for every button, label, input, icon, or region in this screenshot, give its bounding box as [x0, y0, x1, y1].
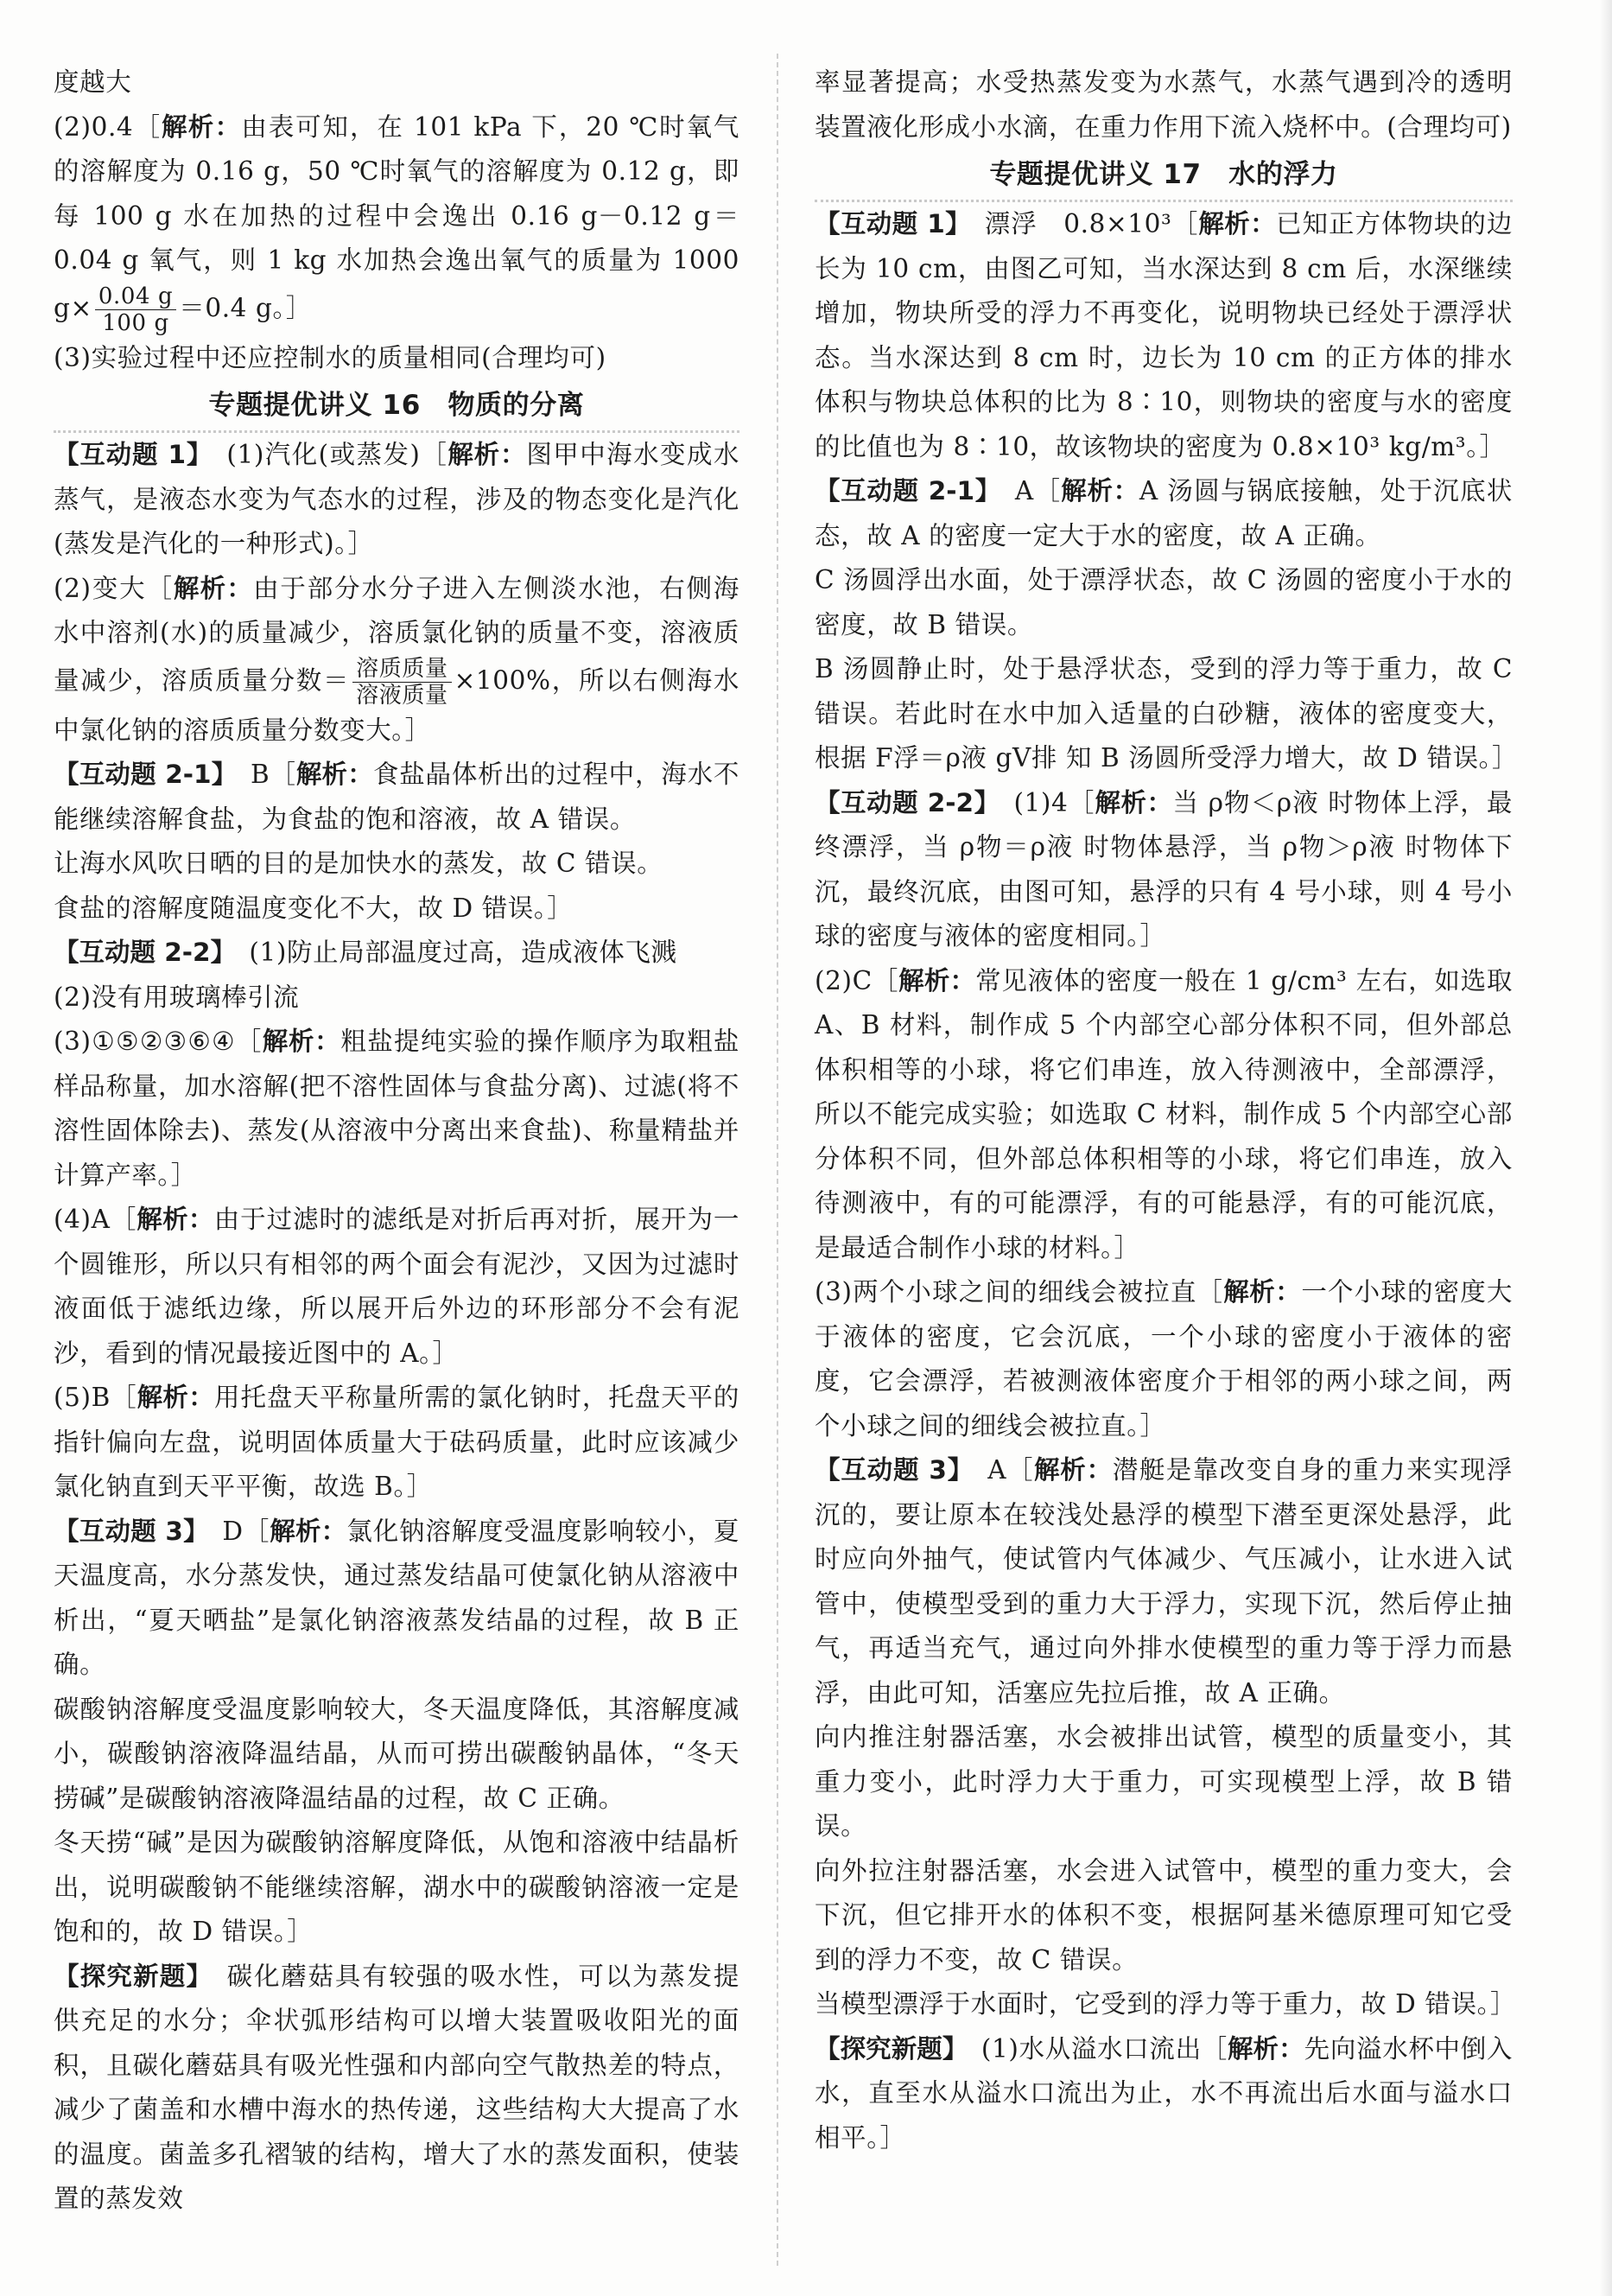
question-2-1	[815, 469, 1513, 558]
text: 常见液体的密度一般在 1 g/cm³ 左右，如选取 A、B 材料，制作成 5 个内部空心部分体积不同，但外部总体积相等的小球，将它们串连，放入待测液中，全部漂浮，所以不能完成实验；如选取 C 材料，制作成 5 个内部空心部分体积不同，但外部总体积相等的小球，将它们串连，放入待测液中，有的可能漂浮，有的可能悬浮，有的可能沉底，是最适合制作小球的材料。］	[815, 965, 1513, 1262]
question-tag: 【互动题 3】	[54, 1516, 197, 1546]
paragraph	[815, 60, 1513, 149]
text: 当模型漂浮于水面时，它受到的浮力等于重力，故 D 错误。］	[815, 1989, 1517, 2019]
text: 漂浮 0.8×10³［	[958, 209, 1199, 239]
text: 让海水风吹日晒的目的是加快水的蒸发，故 C 错误。	[54, 849, 663, 878]
text: (3)两个小球之间的细线会被拉直［	[815, 1277, 1224, 1307]
paragraph	[815, 558, 1513, 647]
paragraph	[54, 1020, 739, 1198]
text: 由表可知，在 101 kPa 下，20 ℃时氧气的溶解度为 0.16 g，50 ℃时氧气的溶解度为 0.12 g，即每 100 g 水在加热的过程中会逸出 0.16 g－0.12 g＝0.04 g 氧气，则 1 kg 水加热会逸出氧气的质量为 1000 g×	[54, 111, 739, 322]
section-heading-17: 专题提优讲义 17 水的浮力	[815, 149, 1513, 202]
paragraph	[815, 1982, 1517, 2027]
text: A［	[988, 476, 1062, 506]
analysis-label: 解析：	[262, 1027, 341, 1056]
text: 冬天捞“碱”是因为碳酸钠溶解度降低，从饱和溶液中结晶析出，说明碳酸钠不能继续溶解，湖水中的碳酸钠溶液一定是饱和的，故 D 错误。］	[54, 1828, 739, 1946]
text: (2)C［	[815, 965, 899, 995]
fraction	[352, 656, 451, 709]
paragraph	[54, 1198, 739, 1376]
question-1	[54, 433, 739, 567]
analysis-label: 解析：	[1095, 787, 1173, 817]
text: A 汤圆与锅底接触，处于沉底状态，故 A 的密度一定大于水的密度，故 A 正确。	[815, 476, 1513, 550]
text: 当 ρ物＜ρ液 时物体上浮，最终漂浮，当 ρ物＝ρ液 时物体悬浮，当 ρ物＞ρ液 时物体下沉，最终沉底，由图可知，悬浮的只有 4 号小球，则 4 号小球的密度与液体的密度相同。］	[815, 787, 1513, 951]
paragraph	[54, 842, 739, 887]
text: C 汤圆浮出水面，处于漂浮状态，故 C 汤圆的密度小于水的密度，故 B 错误。	[815, 565, 1513, 639]
text: 一个小球的密度大于液体的密度，它会沉底，一个小球的密度小于液体的密度，它会漂浮，若被测液体密度介于相邻的两小球之间，两个小球之间的细线会被拉直。］	[815, 1277, 1513, 1441]
section-heading-16: 专题提优讲义 16 物质的分离	[54, 380, 739, 433]
text: (1)汽化(或蒸发)［	[200, 440, 448, 469]
left-column	[54, 60, 739, 2222]
text: B［	[224, 760, 296, 789]
question-tag: 【探究新题】	[54, 1961, 200, 1991]
question-tag: 【互动题 3】	[815, 1455, 961, 1485]
text: (2)变大［	[54, 573, 174, 603]
analysis-label: 解析：	[295, 760, 373, 789]
text: D［	[196, 1516, 270, 1546]
paragraph	[815, 1270, 1513, 1448]
question-tag: 【互动题 1】	[815, 209, 959, 239]
analysis-label: 解析：	[136, 1205, 214, 1234]
text: 率显著提高；水受热蒸发变为水蒸气，水蒸气遇到冷的透明装置液化形成小水滴，在重力作用下流入烧杯中。(合理均可)	[815, 67, 1513, 142]
question-3	[54, 1510, 739, 1688]
denominator: 溶液质量	[356, 682, 448, 709]
analysis-label: 解析：	[270, 1516, 347, 1546]
paragraph	[815, 647, 1519, 781]
paragraph	[54, 887, 739, 932]
explore-question	[815, 2027, 1513, 2161]
analysis-label: 解析：	[1227, 2033, 1304, 2064]
text: ×100%，所以右侧海水中氯化钠的溶质质量分数变大。］	[54, 665, 739, 745]
paragraph	[54, 1688, 739, 1822]
text: 粗盐提纯实验的操作顺序为取粗盐样品称量，加水溶解(把不溶性固体与食盐分离)、过滤(将不溶性固体除去)、蒸发(从溶液中分离出来食盐)、称量精盐并计算产率。］	[54, 1027, 739, 1190]
question-1-part-2	[54, 567, 739, 754]
analysis-label: 解析：	[898, 965, 976, 995]
paragraph	[815, 1849, 1513, 1983]
column-divider	[777, 54, 778, 2266]
text: 氯化钠溶解度受温度影响较小，夏天温度高，水分蒸发快，通过蒸发结晶可使氯化钠从溶液中析出，“夏天晒盐”是氯化钠溶液蒸发结晶的过程，故 B 正确。	[54, 1516, 740, 1679]
text: 度越大	[54, 67, 132, 97]
question-tag: 【探究新题】	[815, 2033, 955, 2064]
text: (3)实验过程中还应控制水的质量相同(合理均可)	[54, 342, 606, 372]
text: 食盐晶体析出的过程中，海水不能继续溶解食盐，为食盐的饱和溶液，故 A 错误。	[54, 760, 739, 834]
text: (2)没有用玻璃棒引流	[54, 982, 300, 1012]
analysis-label: 解析：	[1061, 476, 1139, 506]
text: 先向溢水杯中倒入水，直至水从溢水口流出为止，水不再流出后水面与溢水口相平。］	[815, 2033, 1513, 2153]
numerator: 0.04 g	[95, 283, 176, 310]
question-tag: 【互动题 2-2】	[54, 938, 224, 967]
paragraph	[815, 959, 1513, 1271]
text: (1)水从溢水口流出［	[955, 2033, 1228, 2064]
text: 潜艇是靠改变自身的重力来实现浮沉的，要让原本在较浅处悬浮的模型下潜至更深处悬浮，此时应向外抽气，使试管内气体减少、气压减小，让水进入试管中，使模型受到的重力大于浮力，实现下沉，然后停止抽气，再适当充气，通过向外排水使模型的重力等于浮力而悬浮，由此可知，活塞应先拉后推，故 A 正确。	[815, 1455, 1513, 1708]
question-tag: 【互动题 2-2】	[815, 787, 987, 817]
paragraph	[54, 1821, 739, 1955]
paragraph	[815, 1715, 1513, 1849]
question-2-2	[54, 931, 739, 976]
text: (5)B［	[54, 1383, 137, 1412]
text: 由于部分水分子进入左侧淡水池，右侧海水中溶剂(水)的质量减少，溶质氯化钠的质量不变，溶液质量减少，溶质质量分数＝	[54, 573, 739, 695]
page-edge-shadow	[1600, 0, 1612, 2296]
text: B 汤圆静止时，处于悬浮状态，受到的浮力等于重力，故 C 错误。若此时在水中加入适量的白砂糖，液体的密度变大，根据 F浮＝ρ液 gV排 知 B 汤圆所受浮力增大，故 D 错误。］	[815, 654, 1519, 773]
question-tag: 【互动题 1】	[54, 440, 200, 469]
text: 碳化蘑菇具有较强的吸水性，可以为蒸发提供充足的水分；伞状弧形结构可以增大装置吸收阳光的面积，且碳化蘑菇具有吸光性强和内部向空气散热差的特点，减少了菌盖和水槽中海水的热传递，这些结构大大提高了水的温度。菌盖多孔褶皱的结构，增大了水的蒸发面积，使装置的蒸发效	[54, 1961, 739, 2213]
question-tag: 【互动题 2-1】	[815, 476, 989, 506]
text: ＝0.4 g。］	[179, 293, 312, 322]
paragraph	[54, 60, 739, 105]
paragraph	[54, 1376, 739, 1510]
analysis-label: 解析：	[1198, 209, 1276, 239]
answer-3	[54, 336, 739, 381]
analysis-label: 解析：	[162, 111, 242, 142]
text: (1)4［	[987, 787, 1095, 817]
text: 向内推注射器活塞，水会被排出试管，模型的质量变小，其重力变小，此时浮力大于重力，可实现模型上浮，故 B 错误。	[815, 1722, 1513, 1841]
text: (4)A［	[54, 1205, 137, 1234]
denominator: 100 g	[102, 309, 169, 336]
explore-question	[54, 1955, 739, 2222]
analysis-label: 解析：	[447, 440, 527, 469]
question-3	[815, 1448, 1513, 1715]
text: 用托盘天平称量所需的氯化钠时，托盘天平的指针偏向左盘，说明固体质量大于砝码质量，此时应该减少氯化钠直到天平平衡，故选 B。］	[54, 1383, 739, 1501]
analysis-label: 解析：	[136, 1383, 215, 1412]
text: A［	[961, 1455, 1034, 1485]
text: (2)0.4［	[54, 111, 162, 142]
question-2-2	[815, 781, 1513, 959]
analysis-label: 解析：	[173, 573, 254, 603]
analysis-label: 解析：	[1223, 1277, 1302, 1307]
analysis-label: 解析：	[1033, 1455, 1113, 1485]
question-1	[815, 202, 1513, 469]
fraction	[95, 283, 176, 336]
text: (3)①⑤②③⑥④［	[54, 1027, 263, 1056]
text: 碳酸钠溶解度受温度影响较大，冬天温度降低，其溶解度减小，碳酸钠溶液降温结晶，从而可捞出碳酸钠晶体，“冬天捞碱”是碳酸钠溶液降温结晶的过程，故 C 正确。	[54, 1694, 739, 1813]
question-2-1	[54, 753, 739, 842]
numerator: 溶质质量	[352, 656, 451, 683]
text: 已知正方体物块的边长为 10 cm，由图乙可知，当水深达到 8 cm 后，水深继续增加，物块所受的浮力不再变化，说明物块已经处于漂浮状态。当水深达到 8 cm 时，边长为 10 cm 的正方体的排水体积与物块总体积的比为 8∶10，则物块的密度与水的密度的比值也为 8∶10，故该物块的密度为 0.8×10³ kg/m³。］	[815, 209, 1513, 461]
text: 图甲中海水变成水蒸气，是液态水变为气态水的过程，涉及的物态变化是汽化(蒸发是汽化的一种形式)。］	[54, 440, 739, 558]
question-tag: 【互动题 2-1】	[54, 760, 225, 789]
answer-2	[54, 105, 739, 336]
right-column	[815, 60, 1519, 2160]
text: 食盐的溶解度随温度变化不大，故 D 错误。］	[54, 893, 574, 923]
text: (1)防止局部温度过高，造成液体飞溅	[223, 938, 677, 967]
text: 向外拉注射器活塞，水会进入试管中，模型的重力变大，会下沉，但它排开水的体积不变，根据阿基米德原理可知它受到的浮力不变，故 C 错误。	[815, 1855, 1513, 1975]
text: 由于过滤时的滤纸是对折后再对折，展开为一个圆锥形，所以只有相邻的两个面会有泥沙，又因为过滤时液面低于滤纸边缘，所以展开后外边的环形部分不会有泥沙，看到的情况最接近图中的 A。］	[54, 1205, 739, 1368]
paragraph	[54, 976, 739, 1021]
